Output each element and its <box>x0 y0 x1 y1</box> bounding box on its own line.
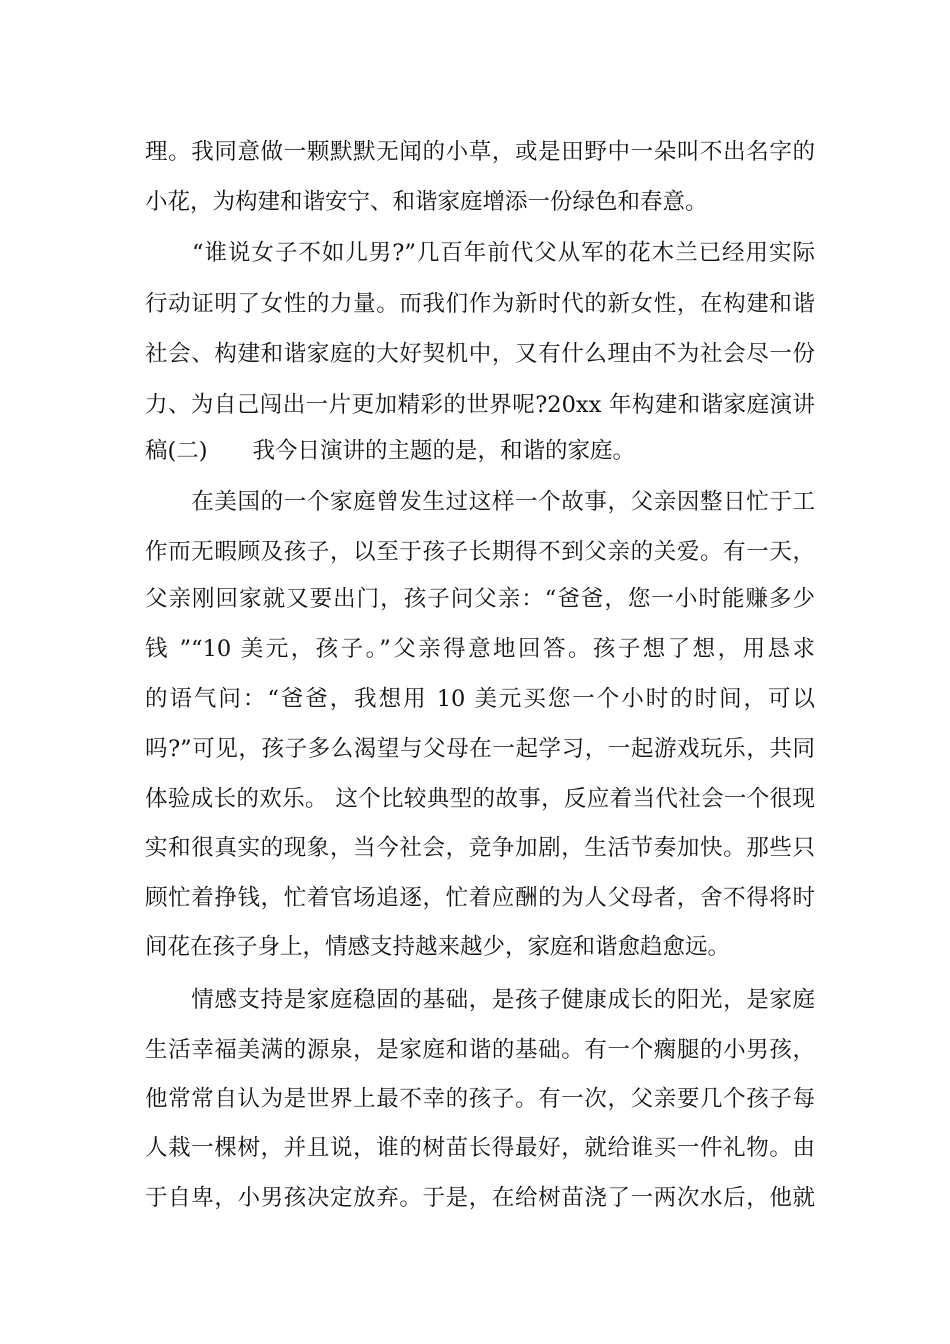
text-line: 的语气问：“爸爸，我想用 10 美元买您一个小时的时间，可以 <box>145 686 815 712</box>
text-line: 稿(二) 我今日演讲的主题的是，和谐的家庭。 <box>145 438 636 464</box>
text-line: 情感支持是家庭稳固的基础，是孩子健康成长的阳光，是家庭 <box>145 987 815 1013</box>
text-line: 人栽一棵树，并且说，谁的树苗长得最好，就给谁买一件礼物。由 <box>145 1135 815 1161</box>
text-line: 他常常自认为是世界上最不幸的孩子。有一次，父亲要几个孩子每 <box>145 1086 815 1112</box>
text-line: 实和很真实的现象，当今社会，竞争加剧，生活节奏加快。那些只 <box>145 835 815 861</box>
text-line: 社会、构建和谐家庭的大好契机中，又有什么理由不为社会尽一份 <box>145 341 815 367</box>
text-line: 作而无暇顾及孩子，以至于孩子长期得不到父亲的关爱。有一天， <box>145 539 815 565</box>
text-line: 体验成长的欢乐。 这个比较典型的故事，反应着当代社会一个很现 <box>145 786 815 812</box>
text-line: 顾忙着挣钱，忙着官场追逐，忙着应酬的为人父母者，舍不得将时 <box>145 885 815 911</box>
text-line: 父亲刚回家就又要出门，孩子问父亲：“爸爸，您一小时能赚多少 <box>145 586 815 612</box>
text-line: 钱 ”“10 美元，孩子。”父亲得意地回答。孩子想了想，用恳求 <box>145 636 815 662</box>
text-line: 行动证明了女性的力量。而我们作为新时代的新女性，在构建和谐 <box>145 291 815 317</box>
text-line: 于自卑，小男孩决定放弃。于是，在给树苗浇了一两次水后，他就 <box>145 1185 815 1211</box>
text-line: 小花，为构建和谐安宁、和谐家庭增添一份绿色和春意。 <box>145 189 708 215</box>
text-line: “谁说女子不如儿男?”几百年前代父从军的花木兰已经用实际 <box>145 240 815 266</box>
text-line: 生活幸福美满的源泉，是家庭和谐的基础。有一个瘸腿的小男孩， <box>145 1037 815 1063</box>
text-line: 吗?”可见，孩子多么渴望与父母在一起学习，一起游戏玩乐，共同 <box>145 736 815 762</box>
text-line: 在美国的一个家庭曾发生过这样一个故事，父亲因整日忙于工 <box>145 489 815 515</box>
text-line: 理。我同意做一颗默默无闻的小草，或是田野中一朵叫不出名字的 <box>145 139 815 165</box>
text-line: 力、为自己闯出一片更加精彩的世界呢?20xx 年构建和谐家庭演讲 <box>145 392 815 418</box>
text-line: 间花在孩子身上，情感支持越来越少，家庭和谐愈趋愈远。 <box>145 934 731 960</box>
